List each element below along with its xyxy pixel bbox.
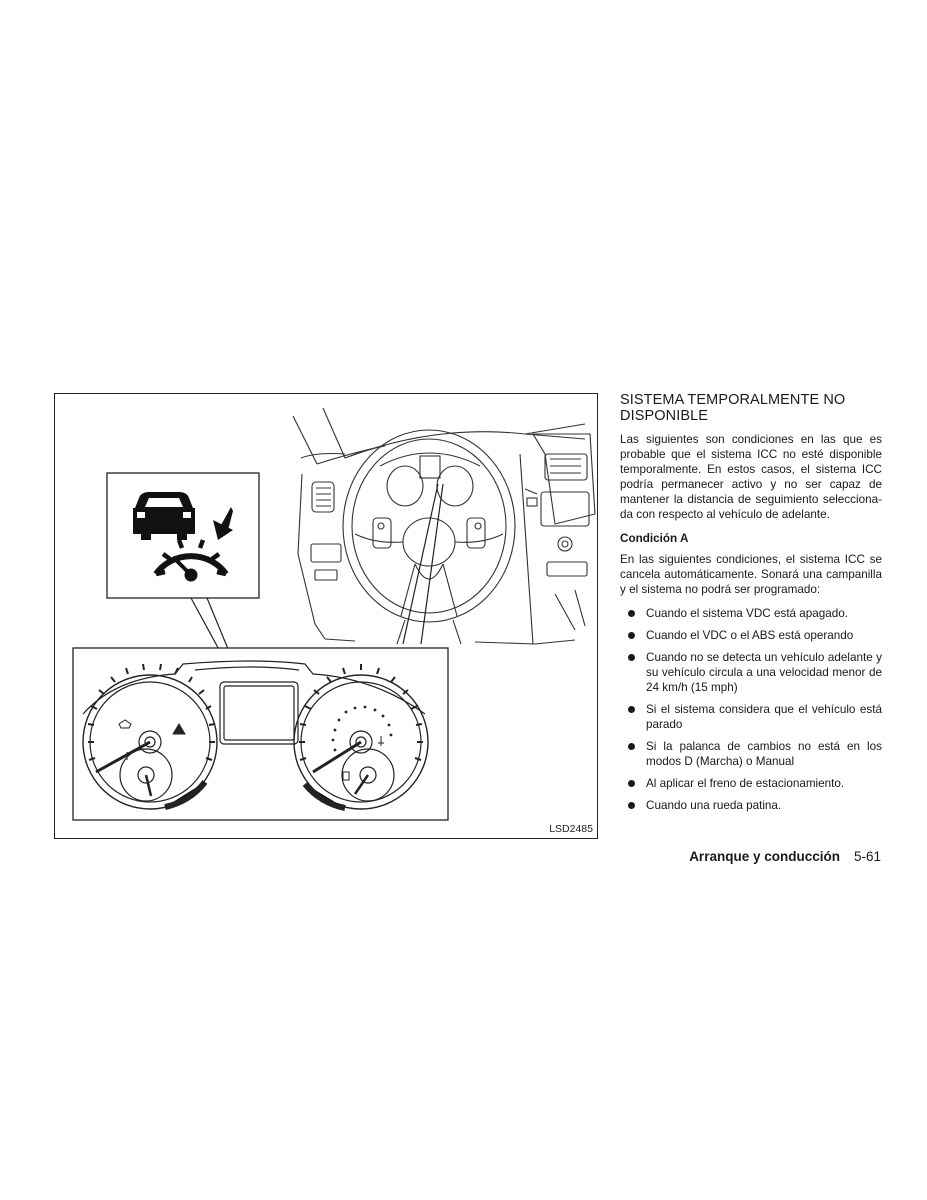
bullet-icon [628,706,635,713]
list-item [620,776,882,791]
list-item-text: Cuando el sistema VDC está apagado. [646,607,849,620]
footer-section-name: Arranque y conducción [689,849,840,864]
list-item-text: Cuando una rueda patina. [646,799,782,812]
page-number: 5-61 [853,849,881,864]
list-item [620,739,882,769]
bullet-icon [628,780,635,787]
page-footer [689,849,881,864]
dashboard-illustration [55,394,599,840]
list-item [620,650,882,695]
condition-intro: En las siguientes condiciones, el sistema ICC se cancela automáticamente. Sonará una campanilla y el sistema no podrá ser programado: [620,553,882,596]
list-item [620,702,882,732]
list-item-text: Cuando el VDC o el ABS está operando [646,629,854,642]
instrument-cluster-box [73,648,448,820]
list-item-text: Cuando no se detecta un vehículo adelante y su vehículo circula a una velocidad menor de 24 km/h (15 mph) [646,651,882,694]
list-item [620,798,882,813]
bullet-icon [628,632,635,639]
condition-heading: Condición A [620,532,689,545]
intro-paragraph: Las siguientes son condiciones en las que es probable que el sistema ICC no esté disponible temporalmente. En estos casos, el sistema ICC podría permanecer activo y no ser capaz de mantener la distancia de seguimiento seleccionada con respecto al vehículo de adelante. [620,433,882,521]
list-item-text: Si la palanca de cambios no está en los modos D (Marcha) o Manual [646,740,882,768]
section-title: SISTEMA TEMPORALMENTE NO DISPONIBLE [620,392,846,424]
text-column [620,392,882,820]
list-item-text: Si el sistema considera que el vehículo está parado [646,703,882,731]
list-item [620,606,882,621]
figure-code: LSD2485 [549,823,593,835]
illustration-figure [54,393,598,839]
dashboard-drawing [293,408,595,644]
bullet-icon [628,654,635,661]
condition-list [620,606,882,813]
list-item [620,628,882,643]
bullet-icon [628,802,635,809]
bullet-icon [628,743,635,750]
warning-icon-box [107,473,259,598]
list-item-text: Al aplicar el freno de estacionamiento. [646,777,845,790]
bullet-icon [628,610,635,617]
